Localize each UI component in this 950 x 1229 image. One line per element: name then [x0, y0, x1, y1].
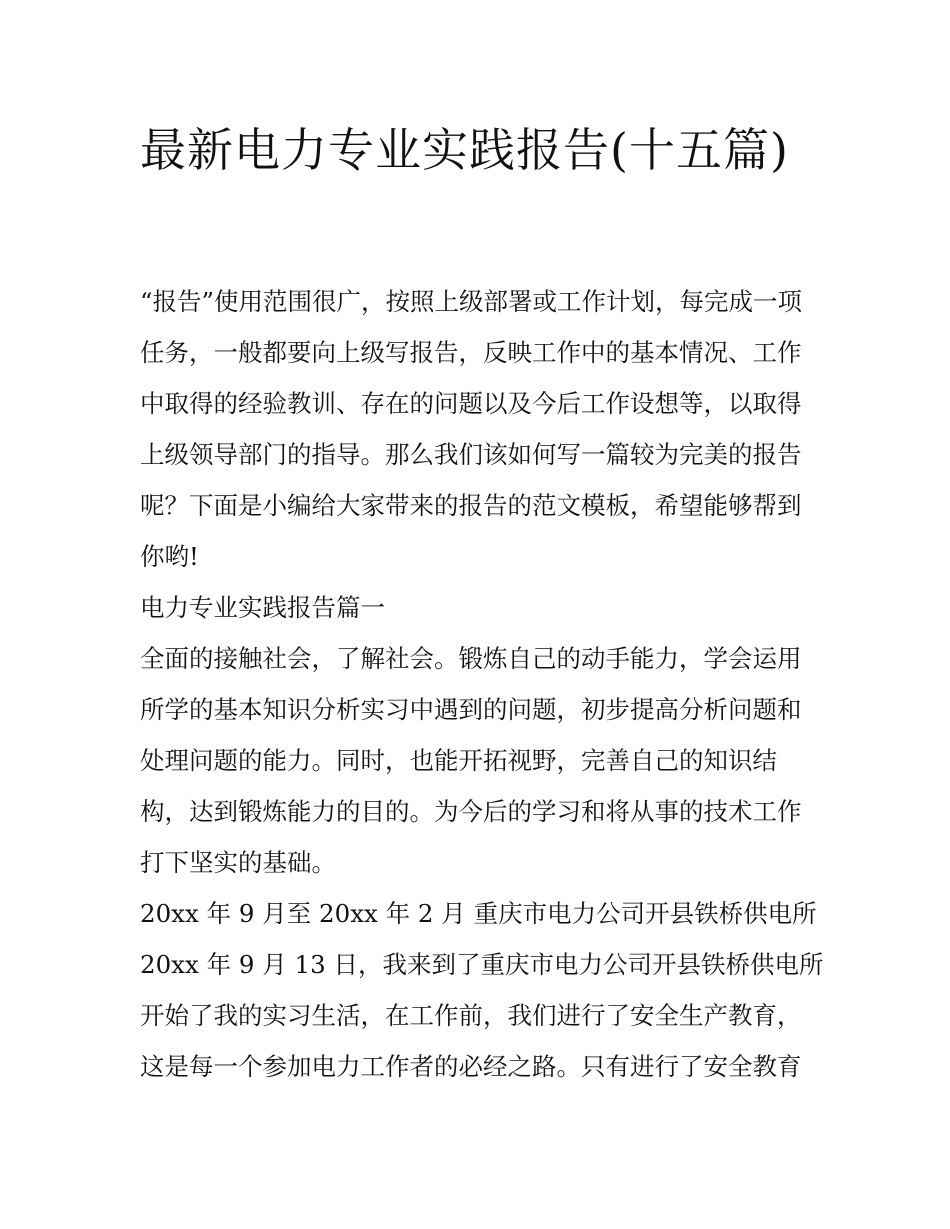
date-location-line: 20xx 年 9 月至 20xx 年 2 月 重庆市电力公司开县铁桥供电所 [140, 899, 817, 928]
section-paragraph-line: 20xx 年 9 月 13 日，我来到了重庆市电力公司开县铁桥供电所 [140, 950, 824, 979]
section-paragraph-line: 这是每一个参加电力工作者的必经之路。只有进行了安全教育 [140, 1052, 802, 1081]
section-heading: 电力专业实践报告篇一 [140, 593, 385, 622]
section-paragraph-line: 全面的接触社会，了解社会。锻炼自己的动手能力，学会运用 [140, 644, 802, 673]
section-paragraph-line: 处理问题的能力。同时，也能开拓视野，完善自己的知识结 [140, 746, 777, 775]
intro-paragraph-line: 上级领导部门的指导。那么我们该如何写一篇较为完美的报告 [140, 440, 802, 469]
intro-paragraph-line: 你哟! [140, 542, 199, 571]
intro-paragraph-line: “报告”使用范围很广，按照上级部署或工作计划，每完成一项 [140, 287, 803, 316]
document-title: 最新电力专业实践报告(十五篇) [140, 123, 789, 177]
section-paragraph-line: 开始了我的实习生活，在工作前，我们进行了安全生产教育， [140, 1001, 802, 1030]
section-paragraph-line: 所学的基本知识分析实习中遇到的问题，初步提高分析问题和 [140, 695, 802, 724]
section-paragraph-line: 打下坚实的基础。 [140, 848, 336, 877]
intro-paragraph-line: 呢？下面是小编给大家带来的报告的范文模板，希望能够帮到 [140, 491, 802, 520]
intro-paragraph-line: 中取得的经验教训、存在的问题以及今后工作设想等，以取得 [140, 389, 802, 418]
intro-paragraph-line: 任务，一般都要向上级写报告，反映工作中的基本情况、工作 [140, 338, 802, 367]
section-paragraph-line: 构，达到锻炼能力的目的。为今后的学习和将从事的技术工作 [140, 797, 802, 826]
document-body [140, 276, 824, 1092]
